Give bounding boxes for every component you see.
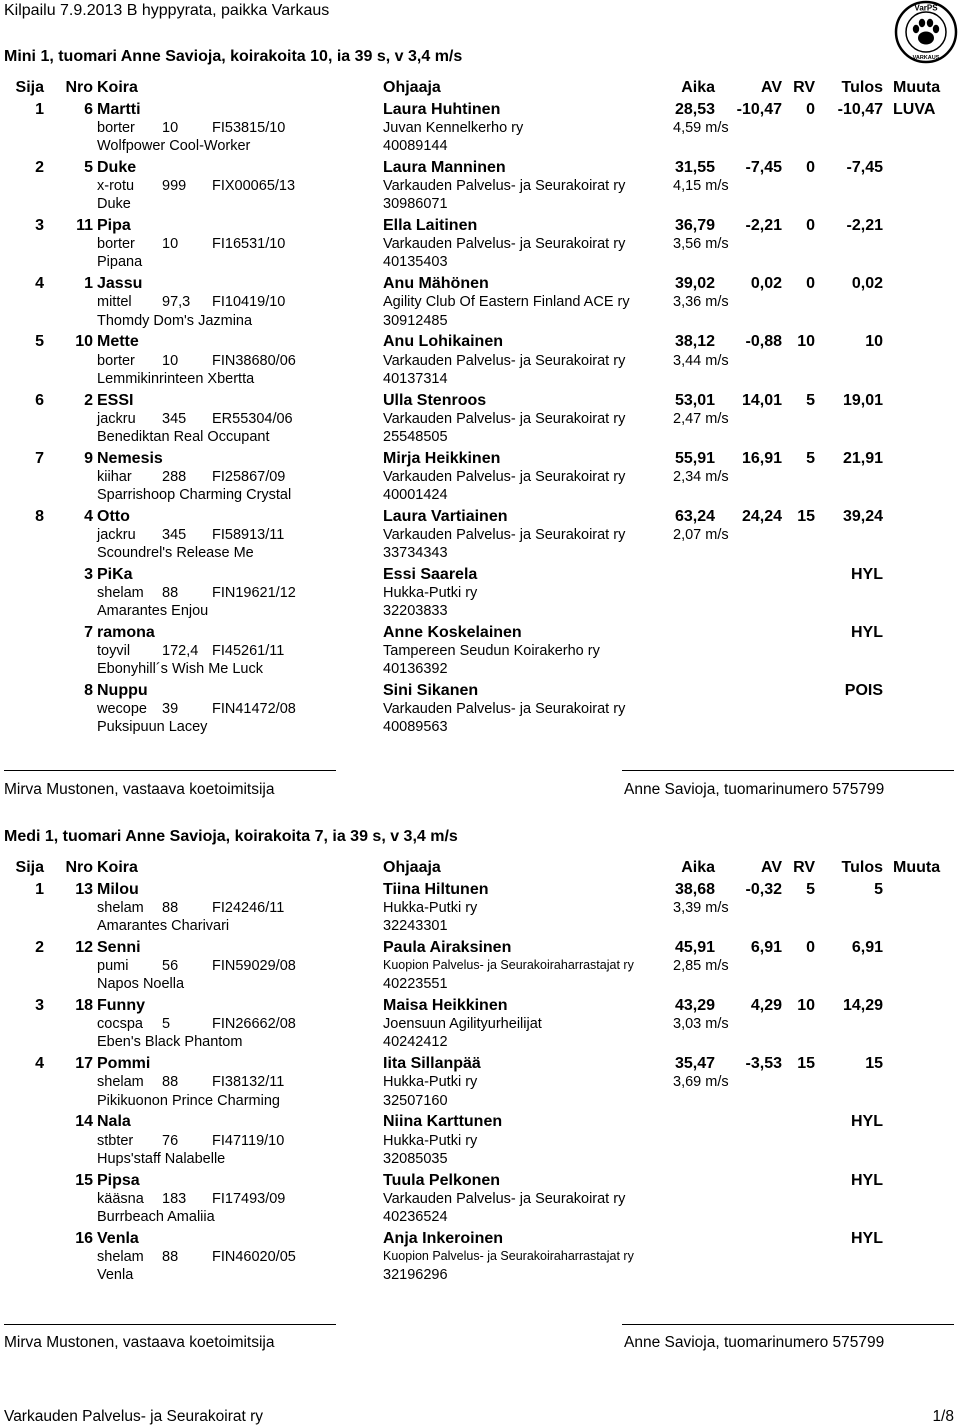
entry-time: 38,68 <box>674 881 715 898</box>
entry-handler: Tiina Hiltunen <box>383 881 489 898</box>
entry-registration: FI38132/11 <box>212 1074 285 1091</box>
column-header-sija: Sija <box>15 859 44 876</box>
entry-registration: FIN26662/08 <box>212 1016 296 1033</box>
entry-breed: borter <box>97 352 135 369</box>
entry-member-number: 40089144 <box>383 138 448 155</box>
entry-size-code: 39 <box>162 701 179 718</box>
entry-result: 6,91 <box>851 939 883 957</box>
entry-club: Varkauden Palvelus- ja Seurakoirat ry <box>383 352 626 369</box>
entry-result: -10,47 <box>837 101 883 118</box>
entry-breed: x-rotu <box>97 178 135 195</box>
entry-dog-name: Pommi <box>97 1055 151 1073</box>
entry-registration: FI53815/10 <box>212 120 286 137</box>
entry-handler: Laura Huhtinen <box>383 101 501 118</box>
entry-size-code: 183 <box>162 1190 187 1207</box>
entry-registration: FI47119/10 <box>212 1132 285 1149</box>
entry-dog-name: Senni <box>97 939 141 957</box>
entry-member-number: 32196296 <box>383 1266 448 1283</box>
entry-course-faults: 0 <box>806 159 815 177</box>
entry-registration: FIN59029/08 <box>212 958 296 975</box>
entry-club: Hukka-Putki ry <box>383 900 478 917</box>
entry-start-number: 7 <box>84 623 93 641</box>
entry-handler: Anu Lohikainen <box>383 333 503 351</box>
entry-member-number: 40223551 <box>383 976 448 993</box>
column-header-rv: RV <box>793 859 815 876</box>
entry-handler: Maisa Heikkinen <box>383 997 508 1015</box>
entry-registration: FI10419/10 <box>212 294 286 311</box>
entry-breed: jackru <box>97 526 136 543</box>
entry-placement: 3 <box>35 217 44 235</box>
entry-dog-name: Funny <box>97 997 145 1015</box>
entry-time-faults: 14,01 <box>741 391 782 409</box>
entry-size-code: 10 <box>162 352 179 369</box>
signature-line-right <box>622 770 954 771</box>
entry-result: 5 <box>874 881 883 898</box>
entry-club: Kuopion Palvelus- ja Seurakoiraharrastajat ry <box>383 958 634 973</box>
entry-handler: Laura Vartiainen <box>383 507 508 525</box>
entry-size-code: 88 <box>162 900 179 917</box>
entry-result: 39,24 <box>842 507 883 525</box>
entry-dog-name: Milou <box>97 881 139 898</box>
entry-placement: 2 <box>35 159 44 177</box>
entry-time: 43,29 <box>674 997 715 1015</box>
entry-official-name: Amarantes Charivari <box>97 918 230 935</box>
entry-breed: mittel <box>97 294 132 311</box>
entry-club: Hukka-Putki ry <box>383 584 478 601</box>
entry-dog-name: ESSI <box>97 391 134 409</box>
entry-result: POIS <box>844 682 883 699</box>
entry-handler: Ulla Stenroos <box>383 391 487 409</box>
entry-breed: shelam <box>97 900 144 917</box>
entry-dog-name: Duke <box>97 159 137 177</box>
entry-size-code: 172,4 <box>162 643 199 659</box>
entry-result: 21,91 <box>842 449 883 467</box>
entry-registration: FI16531/10 <box>212 236 286 253</box>
entry-official-name: Puksipuun Lacey <box>97 719 208 736</box>
entry-official-name: Benediktan Real Occupant <box>97 428 270 445</box>
entry-course-faults: 10 <box>797 997 815 1015</box>
entry-official-name: Pikikuonon Prince Charming <box>97 1092 280 1109</box>
varps-logo <box>893 0 959 64</box>
column-header-muuta: Muuta <box>893 79 941 96</box>
entry-club: Juvan Kennelkerho ry <box>383 120 524 137</box>
entry-club: Varkauden Palvelus- ja Seurakoirat ry <box>383 178 626 195</box>
entry-member-number: 25548505 <box>383 428 448 445</box>
entry-result: HYL <box>851 565 883 583</box>
entry-breed: cocspa <box>97 1016 143 1033</box>
entry-size-code: 345 <box>162 526 187 543</box>
entry-placement: 3 <box>35 997 44 1015</box>
entry-member-number: 30986071 <box>383 196 448 213</box>
entry-breed: wecope <box>97 701 147 718</box>
column-header-aika: Aika <box>681 859 715 876</box>
entry-course-faults: 5 <box>806 881 815 898</box>
column-header-koira: Koira <box>97 79 138 96</box>
entry-registration: FI17493/09 <box>212 1190 286 1207</box>
entry-start-number: 4 <box>84 507 93 525</box>
column-header-nro: Nro <box>65 859 93 876</box>
entry-registration: FIN38680/06 <box>212 352 296 369</box>
entry-handler: Sini Sikanen <box>383 682 479 699</box>
entry-breed: shelam <box>97 584 144 601</box>
entry-speed: 3,03 m/s <box>673 1016 729 1033</box>
entry-handler: Niina Karttunen <box>383 1113 503 1131</box>
entry-time-faults: 16,91 <box>741 449 782 467</box>
entry-speed: 2,34 m/s <box>673 468 729 485</box>
entry-speed: 3,39 m/s <box>673 900 729 917</box>
entry-dog-name: Martti <box>97 101 141 118</box>
entry-time: 36,79 <box>674 217 715 235</box>
entry-official-name: Lemmikinrinteen Xbertta <box>97 370 255 387</box>
entry-speed: 3,56 m/s <box>673 236 729 253</box>
entry-member-number: 32085035 <box>383 1150 448 1167</box>
entry-time-faults: -2,21 <box>745 217 782 235</box>
entry-handler: Anja Inkeroinen <box>383 1229 504 1247</box>
column-header-nro: Nro <box>65 79 93 96</box>
column-header-rv: RV <box>793 79 815 96</box>
entry-time-faults: -3,53 <box>745 1055 782 1073</box>
entry-club: Agility Club Of Eastern Finland ACE ry <box>383 294 630 311</box>
entry-time: 38,12 <box>674 333 715 351</box>
entry-course-faults: 0 <box>806 101 815 118</box>
entry-time-faults: 24,24 <box>741 507 782 525</box>
entry-official-name: Eben's Black Phantom <box>97 1034 243 1051</box>
entry-member-number: 32243301 <box>383 918 448 935</box>
entry-registration: FIX00065/13 <box>212 178 296 195</box>
entry-dog-name: Jassu <box>97 275 143 293</box>
entry-registration: FI58913/11 <box>212 526 285 543</box>
entry-dog-name: Otto <box>97 507 130 525</box>
entry-time-faults: 0,02 <box>750 275 782 293</box>
entry-official-name: Hups'staff Nalabelle <box>97 1150 226 1167</box>
entry-club: Joensuun Agilityurheilijat <box>383 1016 542 1033</box>
entry-member-number: 40089563 <box>383 719 448 736</box>
entry-course-faults: 0 <box>806 217 815 235</box>
entry-time: 63,24 <box>674 507 715 525</box>
entry-member-number: 32203833 <box>383 603 448 619</box>
footer-organizer: Varkauden Palvelus- ja Seurakoirat ry <box>4 1408 264 1425</box>
entry-remark: LUVA <box>893 101 936 118</box>
entry-dog-name: Mette <box>97 333 139 351</box>
entry-club: Kuopion Palvelus- ja Seurakoiraharrastajat ry <box>383 1248 634 1263</box>
entry-handler: Iita Sillanpää <box>383 1055 481 1073</box>
column-header-ohjaaja: Ohjaaja <box>383 859 441 876</box>
entry-registration: FIN41472/08 <box>212 701 296 718</box>
entry-breed: kiihar <box>97 468 132 485</box>
entry-time-faults: 6,91 <box>750 939 782 957</box>
entry-result: 0,02 <box>851 275 883 293</box>
entry-dog-name: Nemesis <box>97 449 163 467</box>
entry-club: Hukka-Putki ry <box>383 1132 478 1149</box>
entry-speed: 2,85 m/s <box>673 958 729 975</box>
entry-breed: shelam <box>97 1074 144 1091</box>
entry-breed: borter <box>97 120 135 137</box>
entry-time-faults: -10,47 <box>736 101 782 118</box>
entry-member-number: 40242412 <box>383 1034 448 1051</box>
entry-size-code: 5 <box>162 1016 171 1033</box>
entry-official-name: Thomdy Dom's Jazmina <box>97 312 253 329</box>
entry-course-faults: 10 <box>797 333 815 351</box>
entry-club: Hukka-Putki ry <box>383 1074 478 1091</box>
entry-result: -7,45 <box>846 159 883 177</box>
entry-start-number: 3 <box>84 565 93 583</box>
entry-start-number: 14 <box>75 1113 93 1131</box>
entry-start-number: 10 <box>75 333 93 351</box>
signature-judge: Anne Savioja, tuomarinumero 575799 <box>624 781 885 798</box>
signature-line-left <box>4 770 336 771</box>
entry-size-code: 76 <box>162 1132 179 1149</box>
entry-size-code: 345 <box>162 410 187 427</box>
entry-placement: 4 <box>35 1055 44 1073</box>
entry-registration: FI45261/11 <box>212 643 285 659</box>
entry-start-number: 5 <box>84 159 93 177</box>
footer-page-number: 1/8 <box>932 1408 954 1425</box>
entry-breed: toyvil <box>97 643 131 659</box>
signature-line-left <box>4 1324 336 1325</box>
column-header-tulos: Tulos <box>841 79 883 96</box>
entry-club: Varkauden Palvelus- ja Seurakoirat ry <box>383 236 626 253</box>
entry-course-faults: 15 <box>797 1055 815 1073</box>
entry-start-number: 11 <box>76 217 93 235</box>
column-header-ohjaaja: Ohjaaja <box>383 79 441 96</box>
entry-placement: 2 <box>35 939 44 957</box>
entry-official-name: Sparrishoop Charming Crystal <box>97 486 292 503</box>
signature-official: Mirva Mustonen, vastaava koetoimitsija <box>4 1334 275 1351</box>
entry-handler: Tuula Pelkonen <box>383 1171 501 1189</box>
entry-breed: stbter <box>97 1132 134 1149</box>
entry-dog-name: Pipa <box>97 217 131 235</box>
entry-course-faults: 5 <box>806 449 815 467</box>
entry-time: 53,01 <box>674 391 715 409</box>
entry-result: 14,29 <box>842 997 883 1015</box>
entry-placement: 1 <box>35 101 44 118</box>
entry-speed: 2,07 m/s <box>673 526 729 543</box>
entry-club: Varkauden Palvelus- ja Seurakoirat ry <box>383 1190 626 1207</box>
entry-result: HYL <box>851 1229 883 1247</box>
entry-registration: FIN19621/12 <box>212 584 296 601</box>
entry-club: Varkauden Palvelus- ja Seurakoirat ry <box>383 701 626 718</box>
entry-time: 55,91 <box>674 449 715 467</box>
section-heading: Mini 1, tuomari Anne Savioja, koirakoita 10, ia 39 s, v 3,4 m/s <box>4 48 463 65</box>
entry-dog-name: Pipsa <box>97 1171 140 1189</box>
entry-member-number: 40135403 <box>383 254 448 271</box>
entry-size-code: 288 <box>162 468 187 485</box>
entry-handler: Ella Laitinen <box>383 217 478 235</box>
entry-placement: 1 <box>35 881 44 898</box>
entry-handler: Essi Saarela <box>383 565 478 583</box>
signature-line-right <box>622 1324 954 1325</box>
entry-start-number: 15 <box>75 1171 93 1189</box>
entry-handler: Laura Manninen <box>383 159 506 177</box>
entry-course-faults: 15 <box>797 507 815 525</box>
entry-handler: Anne Koskelainen <box>383 623 522 641</box>
entry-time: 28,53 <box>674 101 715 118</box>
entry-time: 39,02 <box>674 275 715 293</box>
entry-dog-name: Nuppu <box>97 682 148 699</box>
column-header-tulos: Tulos <box>841 859 883 876</box>
entry-dog-name: Nala <box>97 1113 131 1131</box>
entry-size-code: 88 <box>162 584 179 601</box>
entry-size-code: 88 <box>162 1248 179 1265</box>
entry-club: Varkauden Palvelus- ja Seurakoirat ry <box>383 410 626 427</box>
entry-official-name: Wolfpower Cool-Worker <box>97 138 251 155</box>
entry-club: Varkauden Palvelus- ja Seurakoirat ry <box>383 468 626 485</box>
entry-official-name: Napos Noella <box>97 976 185 993</box>
entry-result: HYL <box>851 1171 883 1189</box>
entry-registration: FI24246/11 <box>212 900 285 917</box>
entry-speed: 2,47 m/s <box>673 410 729 427</box>
entry-member-number: 40137314 <box>383 370 448 387</box>
entry-course-faults: 5 <box>806 391 815 409</box>
entry-start-number: 18 <box>75 997 93 1015</box>
entry-result: -2,21 <box>846 217 883 235</box>
entry-registration: ER55304/06 <box>212 410 293 427</box>
entry-time-faults: -0,88 <box>745 333 782 351</box>
entry-result: HYL <box>851 623 883 641</box>
entry-start-number: 1 <box>84 275 93 293</box>
column-header-av: AV <box>760 859 782 876</box>
entry-speed: 3,36 m/s <box>673 294 729 311</box>
entry-size-code: 97,3 <box>162 294 191 311</box>
entry-official-name: Venla <box>97 1266 134 1283</box>
signature-official: Mirva Mustonen, vastaava koetoimitsija <box>4 781 275 798</box>
entry-placement: 6 <box>35 391 44 409</box>
entry-member-number: 30912485 <box>383 312 448 329</box>
entry-registration: FIN46020/05 <box>212 1248 296 1265</box>
entry-result: 19,01 <box>842 391 883 409</box>
entry-time-faults: 4,29 <box>750 997 782 1015</box>
entry-official-name: Amarantes Enjou <box>97 603 209 619</box>
entry-official-name: Pipana <box>97 254 143 271</box>
entry-placement: 8 <box>35 507 44 525</box>
entry-course-faults: 0 <box>806 275 815 293</box>
entry-member-number: 40236524 <box>383 1208 448 1225</box>
entry-placement: 4 <box>35 275 44 293</box>
entry-speed: 4,59 m/s <box>673 120 729 137</box>
entry-dog-name: ramona <box>97 623 155 641</box>
entry-speed: 3,44 m/s <box>673 352 729 369</box>
column-header-sija: Sija <box>15 79 44 96</box>
logo-text-bottom: VARKAUS <box>912 55 940 61</box>
entry-official-name: Burrbeach Amaliia <box>97 1208 215 1225</box>
entry-speed: 3,69 m/s <box>673 1074 729 1091</box>
entry-breed: borter <box>97 236 135 253</box>
entry-time-faults: -7,45 <box>745 159 782 177</box>
entry-club: Varkauden Palvelus- ja Seurakoirat ry <box>383 526 626 543</box>
entry-size-code: 88 <box>162 1074 179 1091</box>
entry-start-number: 2 <box>84 391 93 409</box>
section-heading: Medi 1, tuomari Anne Savioja, koirakoita 7, ia 39 s, v 3,4 m/s <box>4 828 458 845</box>
entry-dog-name: PiKa <box>97 565 133 583</box>
entry-dog-name: Venla <box>97 1229 139 1247</box>
document-title: Kilpailu 7.9.2013 B hyppyrata, paikka Varkaus <box>4 2 330 19</box>
column-header-av: AV <box>760 79 782 96</box>
column-header-koira: Koira <box>97 859 138 876</box>
entry-registration: FI25867/09 <box>212 468 286 485</box>
entry-member-number: 40001424 <box>383 486 448 503</box>
entry-size-code: 56 <box>162 958 179 975</box>
entry-start-number: 17 <box>75 1055 93 1073</box>
entry-start-number: 12 <box>75 939 93 957</box>
entry-placement: 7 <box>35 449 44 467</box>
entry-size-code: 999 <box>162 178 187 195</box>
entry-time: 35,47 <box>674 1055 715 1073</box>
entry-breed: pumi <box>97 958 129 975</box>
entry-time: 45,91 <box>674 939 715 957</box>
signature-judge: Anne Savioja, tuomarinumero 575799 <box>624 1334 885 1351</box>
entry-result: 10 <box>865 333 883 351</box>
entry-member-number: 32507160 <box>383 1092 448 1109</box>
entry-handler: Paula Airaksinen <box>383 939 512 957</box>
column-header-muuta: Muuta <box>893 859 941 876</box>
entry-start-number: 6 <box>84 101 93 118</box>
entry-start-number: 9 <box>84 449 93 467</box>
entry-result: 15 <box>865 1055 883 1073</box>
entry-start-number: 8 <box>84 682 93 699</box>
entry-result: HYL <box>851 1113 883 1131</box>
entry-speed: 4,15 m/s <box>673 178 729 195</box>
entry-breed: jackru <box>97 410 136 427</box>
entry-time: 31,55 <box>674 159 715 177</box>
entry-member-number: 40136392 <box>383 661 448 678</box>
entry-size-code: 10 <box>162 236 179 253</box>
entry-breed: kääsna <box>97 1190 144 1207</box>
entry-breed: shelam <box>97 1248 144 1265</box>
column-header-aika: Aika <box>681 79 715 96</box>
entry-course-faults: 0 <box>806 939 815 957</box>
entry-official-name: Scoundrel's Release Me <box>97 544 254 561</box>
entry-size-code: 10 <box>162 120 179 137</box>
entry-start-number: 13 <box>75 881 93 898</box>
entry-handler: Mirja Heikkinen <box>383 449 501 467</box>
entry-club: Tampereen Seudun Koirakerho ry <box>383 643 600 659</box>
entry-time-faults: -0,32 <box>745 881 782 898</box>
entry-official-name: Ebonyhill´s Wish Me Luck <box>97 661 263 678</box>
entry-handler: Anu Mähönen <box>383 275 489 293</box>
entry-start-number: 16 <box>75 1229 93 1247</box>
entry-member-number: 33734343 <box>383 544 448 561</box>
entry-placement: 5 <box>35 333 44 351</box>
logo-text-top: VarPS <box>914 3 938 13</box>
entry-official-name: Duke <box>97 196 131 213</box>
